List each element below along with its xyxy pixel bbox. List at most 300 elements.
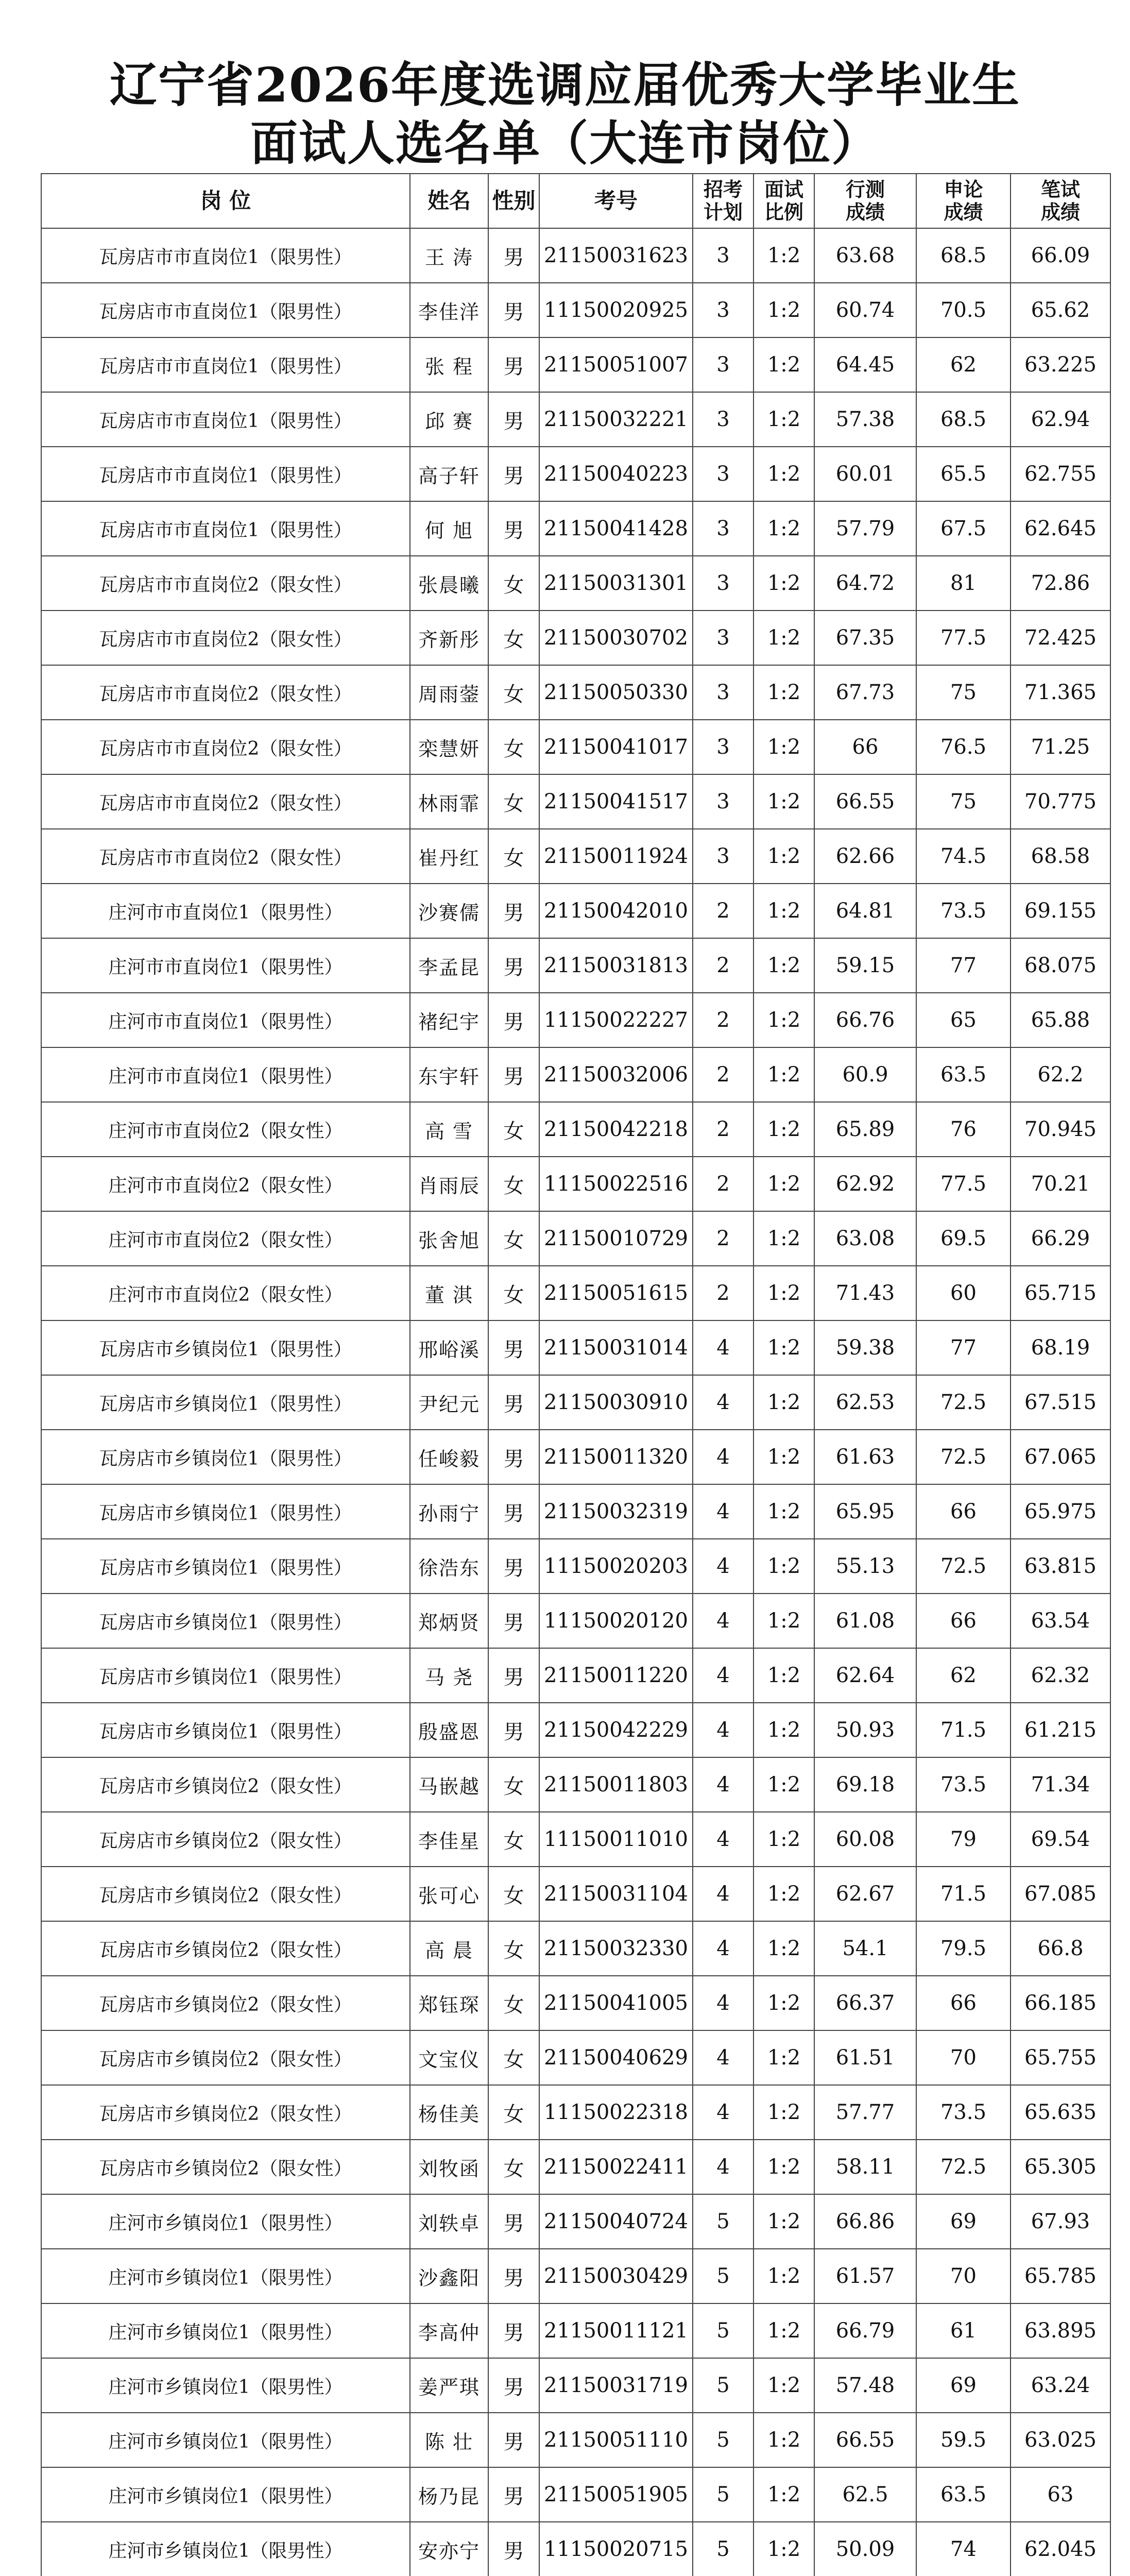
cell-exam_no: 21150040724 (539, 2194, 693, 2249)
cell-position: 瓦房店市市直岗位1（限男性） (41, 501, 410, 556)
cell-written: 63.24 (1011, 2358, 1110, 2413)
cell-plan: 2 (693, 1102, 754, 1157)
title-line-2: 面试人选名单（大连市岗位） (250, 115, 880, 171)
cell-written: 63.54 (1011, 1594, 1110, 1648)
column-header-ratio (754, 174, 814, 228)
cell-gender: 男 (488, 2413, 539, 2467)
column-header-line: 招考 (703, 178, 743, 201)
cell-position: 庄河市市直岗位1（限男性） (41, 938, 410, 993)
cell-xingce: 65.95 (814, 1484, 916, 1539)
column-header-shenlun (916, 174, 1011, 228)
cell-ratio: 1:2 (754, 501, 814, 556)
cell-gender: 男 (488, 1484, 539, 1539)
cell-gender: 男 (488, 938, 539, 993)
cell-position: 瓦房店市乡镇岗位1（限男性） (41, 1430, 410, 1484)
cell-name: 杨乃昆 (410, 2467, 488, 2522)
table-row (41, 2249, 1110, 2303)
cell-exam_no: 11150022227 (539, 993, 693, 1047)
cell-gender: 男 (488, 2303, 539, 2358)
cell-gender: 男 (488, 1375, 539, 1430)
table-row (41, 1375, 1110, 1430)
cell-written: 63.895 (1011, 2303, 1110, 2358)
cell-position: 瓦房店市乡镇岗位1（限男性） (41, 1703, 410, 1757)
cell-exam_no: 21150041517 (539, 774, 693, 829)
cell-ratio: 1:2 (754, 1430, 814, 1484)
cell-ratio: 1:2 (754, 556, 814, 611)
cell-xingce: 60.74 (814, 283, 916, 337)
cell-name: 沙鑫阳 (410, 2249, 488, 2303)
table-row (41, 774, 1110, 829)
cell-position: 瓦房店市市直岗位2（限女性） (41, 829, 410, 884)
cell-written: 71.34 (1011, 1757, 1110, 1812)
table-row (41, 665, 1110, 720)
cell-position: 瓦房店市市直岗位1（限男性） (41, 337, 410, 392)
cell-xingce: 66 (814, 720, 916, 774)
cell-position: 瓦房店市乡镇岗位2（限女性） (41, 2085, 410, 2140)
cell-plan: 2 (693, 993, 754, 1047)
cell-position: 瓦房店市市直岗位2（限女性） (41, 774, 410, 829)
cell-name: 张可心 (410, 1867, 488, 1921)
cell-xingce: 66.86 (814, 2194, 916, 2249)
cell-ratio: 1:2 (754, 2522, 814, 2576)
cell-exam_no: 21150030910 (539, 1375, 693, 1430)
cell-exam_no: 11150022318 (539, 2085, 693, 2140)
column-header-plan (693, 174, 754, 228)
cell-xingce: 59.38 (814, 1320, 916, 1375)
cell-written: 69.155 (1011, 884, 1110, 938)
cell-xingce: 66.55 (814, 2413, 916, 2467)
cell-written: 65.755 (1011, 2030, 1110, 2085)
cell-plan: 4 (693, 1867, 754, 1921)
cell-plan: 3 (693, 337, 754, 392)
cell-shenlun: 59.5 (916, 2413, 1011, 2467)
cell-gender: 男 (488, 884, 539, 938)
cell-xingce: 61.51 (814, 2030, 916, 2085)
cell-ratio: 1:2 (754, 1757, 814, 1812)
cell-gender: 女 (488, 1867, 539, 1921)
cell-exam_no: 21150010729 (539, 1211, 693, 1266)
cell-ratio: 1:2 (754, 884, 814, 938)
cell-ratio: 1:2 (754, 1703, 814, 1757)
cell-exam_no: 21150042218 (539, 1102, 693, 1157)
cell-written: 63 (1011, 2467, 1110, 2522)
column-header-line: 比例 (764, 201, 803, 224)
cell-exam_no: 11150020203 (539, 1539, 693, 1594)
cell-name: 郑钰琛 (410, 1976, 488, 2030)
cell-ratio: 1:2 (754, 1047, 814, 1102)
cell-ratio: 1:2 (754, 2030, 814, 2085)
column-header-line: 行测 (845, 178, 885, 201)
cell-exam_no: 21150051110 (539, 2413, 693, 2467)
cell-plan: 2 (693, 1211, 754, 1266)
cell-ratio: 1:2 (754, 1266, 814, 1320)
cell-exam_no: 21150031719 (539, 2358, 693, 2413)
cell-position: 瓦房店市市直岗位1（限男性） (41, 392, 410, 447)
cell-shenlun: 72.5 (916, 2140, 1011, 2194)
cell-xingce: 63.08 (814, 1211, 916, 1266)
cell-shenlun: 63.5 (916, 2467, 1011, 2522)
table-row (41, 2522, 1110, 2576)
cell-name: 林雨霏 (410, 774, 488, 829)
cell-exam_no: 21150011924 (539, 829, 693, 884)
cell-name: 刘牧函 (410, 2140, 488, 2194)
cell-name: 李高仲 (410, 2303, 488, 2358)
table-row (41, 1047, 1110, 1102)
cell-written: 62.94 (1011, 392, 1110, 447)
cell-exam_no: 21150051905 (539, 2467, 693, 2522)
cell-written: 67.515 (1011, 1375, 1110, 1430)
cell-written: 63.225 (1011, 337, 1110, 392)
cell-shenlun: 60 (916, 1266, 1011, 1320)
cell-name: 郑炳贤 (410, 1594, 488, 1648)
cell-exam_no: 21150051615 (539, 1266, 693, 1320)
cell-name: 高 晨 (410, 1921, 488, 1976)
cell-gender: 女 (488, 1976, 539, 2030)
cell-exam_no: 21150040629 (539, 2030, 693, 2085)
cell-plan: 4 (693, 1921, 754, 1976)
cell-written: 70.21 (1011, 1157, 1110, 1211)
cell-gender: 男 (488, 1594, 539, 1648)
table-row (41, 1594, 1110, 1648)
cell-plan: 3 (693, 501, 754, 556)
table-row (41, 501, 1110, 556)
cell-shenlun: 71.5 (916, 1703, 1011, 1757)
cell-plan: 2 (693, 1266, 754, 1320)
cell-plan: 4 (693, 1430, 754, 1484)
cell-ratio: 1:2 (754, 1484, 814, 1539)
table-row (41, 1320, 1110, 1375)
cell-exam_no: 21150031623 (539, 228, 693, 283)
cell-name: 高子轩 (410, 447, 488, 501)
column-header-line: 考号 (594, 188, 638, 213)
cell-ratio: 1:2 (754, 1320, 814, 1375)
cell-name: 张舍旭 (410, 1211, 488, 1266)
cell-shenlun: 66 (916, 1594, 1011, 1648)
cell-xingce: 57.48 (814, 2358, 916, 2413)
cell-shenlun: 72.5 (916, 1430, 1011, 1484)
cell-gender: 女 (488, 556, 539, 611)
cell-exam_no: 21150041017 (539, 720, 693, 774)
cell-ratio: 1:2 (754, 2140, 814, 2194)
cell-exam_no: 11150020120 (539, 1594, 693, 1648)
cell-shenlun: 77.5 (916, 611, 1011, 665)
cell-exam_no: 21150040223 (539, 447, 693, 501)
cell-plan: 2 (693, 1047, 754, 1102)
cell-plan: 4 (693, 2140, 754, 2194)
cell-xingce: 65.89 (814, 1102, 916, 1157)
cell-position: 瓦房店市市直岗位1（限男性） (41, 447, 410, 501)
cell-written: 72.425 (1011, 611, 1110, 665)
cell-shenlun: 81 (916, 556, 1011, 611)
cell-ratio: 1:2 (754, 774, 814, 829)
cell-ratio: 1:2 (754, 2085, 814, 2140)
cell-exam_no: 21150032006 (539, 1047, 693, 1102)
cell-shenlun: 62 (916, 337, 1011, 392)
cell-xingce: 62.67 (814, 1867, 916, 1921)
cell-shenlun: 75 (916, 665, 1011, 720)
cell-xingce: 58.11 (814, 2140, 916, 2194)
cell-xingce: 57.77 (814, 2085, 916, 2140)
column-header-line: 成绩 (845, 201, 885, 224)
table-row (41, 1976, 1110, 2030)
cell-shenlun: 74 (916, 2522, 1011, 2576)
cell-xingce: 61.08 (814, 1594, 916, 1648)
cell-xingce: 69.18 (814, 1757, 916, 1812)
cell-name: 肖雨辰 (410, 1157, 488, 1211)
cell-position: 瓦房店市乡镇岗位2（限女性） (41, 1757, 410, 1812)
cell-name: 邱 赛 (410, 392, 488, 447)
cell-plan: 3 (693, 392, 754, 447)
cell-gender: 男 (488, 2194, 539, 2249)
table-row (41, 720, 1110, 774)
cell-exam_no: 21150030429 (539, 2249, 693, 2303)
cell-written: 62.2 (1011, 1047, 1110, 1102)
cell-ratio: 1:2 (754, 337, 814, 392)
cell-written: 62.755 (1011, 447, 1110, 501)
cell-plan: 4 (693, 1484, 754, 1539)
cell-position: 庄河市市直岗位2（限女性） (41, 1102, 410, 1157)
cell-shenlun: 79 (916, 1812, 1011, 1867)
cell-plan: 2 (693, 1157, 754, 1211)
cell-plan: 2 (693, 884, 754, 938)
cell-plan: 5 (693, 2358, 754, 2413)
cell-written: 66.8 (1011, 1921, 1110, 1976)
table-row (41, 2085, 1110, 2140)
cell-shenlun: 75 (916, 774, 1011, 829)
cell-exam_no: 21150011121 (539, 2303, 693, 2358)
cell-plan: 4 (693, 1648, 754, 1703)
cell-gender: 男 (488, 1430, 539, 1484)
table-header-row (41, 174, 1110, 228)
cell-position: 瓦房店市乡镇岗位1（限男性） (41, 1594, 410, 1648)
cell-shenlun: 70 (916, 2249, 1011, 2303)
cell-ratio: 1:2 (754, 1921, 814, 1976)
cell-name: 陈 壮 (410, 2413, 488, 2467)
cell-position: 瓦房店市乡镇岗位2（限女性） (41, 1812, 410, 1867)
table-row (41, 2467, 1110, 2522)
cell-name: 殷盛恩 (410, 1703, 488, 1757)
cell-position: 庄河市市直岗位1（限男性） (41, 1047, 410, 1102)
cell-xingce: 64.72 (814, 556, 916, 611)
cell-exam_no: 21150011220 (539, 1648, 693, 1703)
cell-shenlun: 69 (916, 2358, 1011, 2413)
cell-written: 65.88 (1011, 993, 1110, 1047)
cell-position: 瓦房店市市直岗位2（限女性） (41, 556, 410, 611)
cell-plan: 4 (693, 1703, 754, 1757)
cell-position: 瓦房店市乡镇岗位2（限女性） (41, 1921, 410, 1976)
cell-gender: 女 (488, 2140, 539, 2194)
cell-gender: 女 (488, 1921, 539, 1976)
cell-gender: 男 (488, 993, 539, 1047)
table-row (41, 1757, 1110, 1812)
cell-name: 王 涛 (410, 228, 488, 283)
cell-xingce: 60.08 (814, 1812, 916, 1867)
candidate-table (41, 173, 1111, 2576)
cell-name: 马 尧 (410, 1648, 488, 1703)
cell-shenlun: 71.5 (916, 1867, 1011, 1921)
cell-ratio: 1:2 (754, 1648, 814, 1703)
cell-xingce: 50.93 (814, 1703, 916, 1757)
cell-xingce: 61.63 (814, 1430, 916, 1484)
cell-plan: 4 (693, 2030, 754, 2085)
cell-gender: 女 (488, 774, 539, 829)
cell-shenlun: 70.5 (916, 283, 1011, 337)
cell-position: 瓦房店市乡镇岗位1（限男性） (41, 1375, 410, 1430)
table-row (41, 2030, 1110, 2085)
cell-xingce: 66.55 (814, 774, 916, 829)
cell-ratio: 1:2 (754, 447, 814, 501)
cell-name: 李孟昆 (410, 938, 488, 993)
cell-plan: 4 (693, 1594, 754, 1648)
cell-name: 徐浩东 (410, 1539, 488, 1594)
cell-xingce: 54.1 (814, 1921, 916, 1976)
cell-ratio: 1:2 (754, 829, 814, 884)
cell-shenlun: 61 (916, 2303, 1011, 2358)
cell-ratio: 1:2 (754, 1812, 814, 1867)
cell-name: 李佳洋 (410, 283, 488, 337)
cell-written: 62.32 (1011, 1648, 1110, 1703)
cell-ratio: 1:2 (754, 1157, 814, 1211)
cell-written: 67.065 (1011, 1430, 1110, 1484)
cell-plan: 4 (693, 1757, 754, 1812)
cell-plan: 3 (693, 556, 754, 611)
cell-name: 沙赛儒 (410, 884, 488, 938)
cell-position: 瓦房店市市直岗位2（限女性） (41, 720, 410, 774)
cell-exam_no: 21150051007 (539, 337, 693, 392)
cell-position: 瓦房店市乡镇岗位1（限男性） (41, 1484, 410, 1539)
cell-xingce: 66.37 (814, 1976, 916, 2030)
table-row (41, 1211, 1110, 1266)
cell-written: 72.86 (1011, 556, 1110, 611)
cell-xingce: 50.09 (814, 2522, 916, 2576)
cell-position: 庄河市乡镇岗位1（限男性） (41, 2358, 410, 2413)
cell-ratio: 1:2 (754, 283, 814, 337)
cell-ratio: 1:2 (754, 665, 814, 720)
cell-gender: 男 (488, 1703, 539, 1757)
cell-gender: 女 (488, 2085, 539, 2140)
cell-position: 瓦房店市乡镇岗位1（限男性） (41, 1648, 410, 1703)
cell-position: 瓦房店市乡镇岗位2（限女性） (41, 1976, 410, 2030)
cell-shenlun: 79.5 (916, 1921, 1011, 1976)
table-row (41, 884, 1110, 938)
cell-position: 瓦房店市乡镇岗位1（限男性） (41, 1320, 410, 1375)
table-row (41, 228, 1110, 283)
cell-name: 邢峪溪 (410, 1320, 488, 1375)
table-row (41, 283, 1110, 337)
cell-xingce: 62.92 (814, 1157, 916, 1211)
cell-position: 庄河市市直岗位1（限男性） (41, 993, 410, 1047)
cell-ratio: 1:2 (754, 1102, 814, 1157)
cell-written: 65.715 (1011, 1266, 1110, 1320)
cell-ratio: 1:2 (754, 611, 814, 665)
cell-position: 瓦房店市市直岗位2（限女性） (41, 665, 410, 720)
cell-exam_no: 21150011320 (539, 1430, 693, 1484)
cell-written: 66.29 (1011, 1211, 1110, 1266)
cell-plan: 5 (693, 2249, 754, 2303)
table-row (41, 2303, 1110, 2358)
cell-plan: 5 (693, 2303, 754, 2358)
cell-ratio: 1:2 (754, 993, 814, 1047)
cell-gender: 男 (488, 283, 539, 337)
table-row (41, 1648, 1110, 1703)
cell-gender: 男 (488, 2249, 539, 2303)
table-row (41, 337, 1110, 392)
cell-gender: 女 (488, 665, 539, 720)
cell-gender: 男 (488, 1320, 539, 1375)
cell-written: 71.365 (1011, 665, 1110, 720)
cell-exam_no: 11150022516 (539, 1157, 693, 1211)
cell-written: 68.19 (1011, 1320, 1110, 1375)
cell-exam_no: 11150020925 (539, 283, 693, 337)
cell-xingce: 60.9 (814, 1047, 916, 1102)
cell-xingce: 63.68 (814, 228, 916, 283)
title-line-1: 辽宁省2026年度选调应届优秀大学毕业生 (109, 57, 1021, 113)
cell-gender: 男 (488, 2467, 539, 2522)
cell-plan: 3 (693, 774, 754, 829)
cell-name: 马嵌越 (410, 1757, 488, 1812)
cell-name: 张 程 (410, 337, 488, 392)
cell-exam_no: 21150050330 (539, 665, 693, 720)
cell-written: 68.075 (1011, 938, 1110, 993)
cell-name: 何 旭 (410, 501, 488, 556)
cell-ratio: 1:2 (754, 1375, 814, 1430)
cell-plan: 3 (693, 447, 754, 501)
cell-gender: 男 (488, 228, 539, 283)
cell-name: 安亦宁 (410, 2522, 488, 2576)
cell-shenlun: 77 (916, 1320, 1011, 1375)
cell-name: 崔丹红 (410, 829, 488, 884)
cell-exam_no: 21150042229 (539, 1703, 693, 1757)
cell-ratio: 1:2 (754, 2249, 814, 2303)
cell-name: 褚纪宇 (410, 993, 488, 1047)
cell-exam_no: 21150031301 (539, 556, 693, 611)
cell-name: 栾慧妍 (410, 720, 488, 774)
cell-written: 65.975 (1011, 1484, 1110, 1539)
cell-ratio: 1:2 (754, 392, 814, 447)
cell-gender: 女 (488, 1812, 539, 1867)
cell-ratio: 1:2 (754, 2303, 814, 2358)
table-row (41, 1539, 1110, 1594)
cell-shenlun: 72.5 (916, 1539, 1011, 1594)
cell-exam_no: 21150030702 (539, 611, 693, 665)
cell-gender: 男 (488, 392, 539, 447)
table-row (41, 1484, 1110, 1539)
cell-exam_no: 21150032330 (539, 1921, 693, 1976)
cell-shenlun: 66 (916, 1976, 1011, 2030)
cell-shenlun: 72.5 (916, 1375, 1011, 1430)
table-row (41, 993, 1110, 1047)
table-row (41, 1703, 1110, 1757)
cell-plan: 5 (693, 2194, 754, 2249)
table-row (41, 1102, 1110, 1157)
cell-xingce: 62.5 (814, 2467, 916, 2522)
cell-name: 高 雪 (410, 1102, 488, 1157)
cell-xingce: 64.81 (814, 884, 916, 938)
cell-xingce: 67.73 (814, 665, 916, 720)
cell-plan: 3 (693, 611, 754, 665)
cell-written: 66.185 (1011, 1976, 1110, 2030)
cell-exam_no: 21150022411 (539, 2140, 693, 2194)
table-row (41, 2140, 1110, 2194)
cell-exam_no: 21150042010 (539, 884, 693, 938)
cell-position: 庄河市乡镇岗位1（限男性） (41, 2303, 410, 2358)
cell-shenlun: 76 (916, 1102, 1011, 1157)
cell-name: 任峻毅 (410, 1430, 488, 1484)
cell-gender: 女 (488, 829, 539, 884)
cell-xingce: 61.57 (814, 2249, 916, 2303)
cell-xingce: 66.79 (814, 2303, 916, 2358)
cell-position: 庄河市市直岗位2（限女性） (41, 1211, 410, 1266)
